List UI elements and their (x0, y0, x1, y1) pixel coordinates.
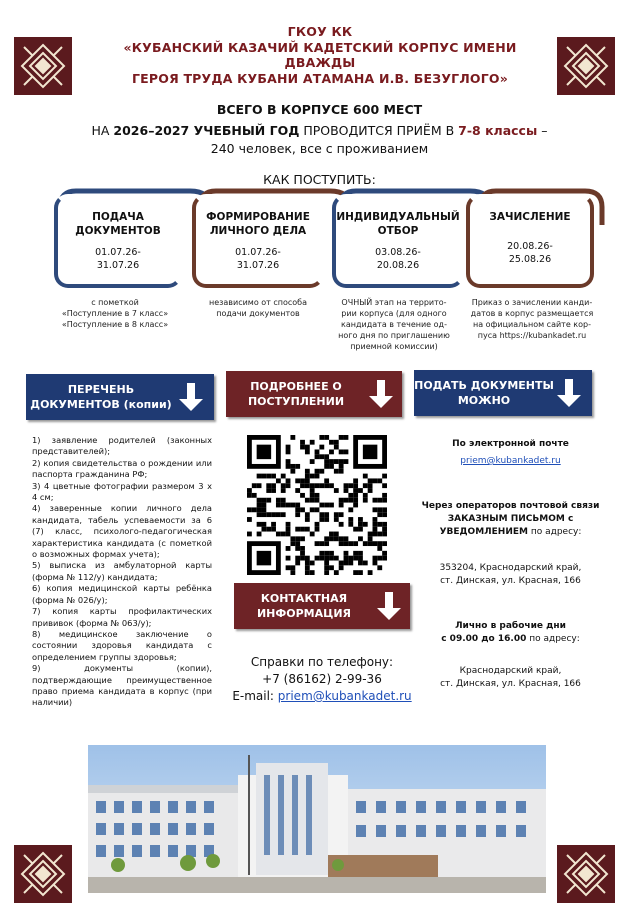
ornament-logo-icon (561, 41, 611, 91)
step-2-note: независимо от способа подачи документов (208, 298, 308, 318)
arrow-down-icon (554, 377, 584, 409)
line2-pre: НА (91, 123, 114, 138)
total-places: ВСЕГО В КОРПУСЕ 600 МЕСТ (216, 102, 423, 117)
qr-code-icon[interactable] (247, 435, 387, 575)
org-line-2: «КУБАНСКИЙ КАЗАЧИЙ КАДЕТСКИЙ КОРПУС ИМЕНИ ДВАЖДЫ (123, 39, 517, 70)
list-item: 2) копия свидетельства о рождении или паспорта гражданина РФ; (32, 457, 212, 480)
documents-list (32, 435, 212, 709)
step-dates: 01.07.26- 31.07.26 (95, 247, 141, 271)
list-item: 1) заявление родителей (законных представителей); (32, 435, 212, 457)
list-item: 5) выписка из амбулаторной карты (форма № 112/у) кандидата; (32, 560, 212, 582)
ornament-logo-icon (561, 849, 611, 899)
how-to-apply: КАК ПОСТУПИТЬ: (263, 172, 376, 187)
ornament-logo-icon (18, 849, 68, 899)
phone-label: Справки по телефону: (250, 655, 394, 669)
more-info-button[interactable] (226, 371, 402, 417)
admission-classes: 7-8 классы (458, 123, 538, 138)
submit-email-link[interactable] (418, 455, 603, 468)
step-title: ПОДАЧА ДОКУМЕНТОВ (75, 211, 161, 237)
step-title: ФОРМИРОВАНИЕ ЛИЧНОГО ДЕЛА (206, 211, 310, 237)
ornament-logo-icon (18, 41, 68, 91)
step-4-note: Приказ о зачислении канди- датов в корпус размещается на официальном сайте кор- пуса https://kubankadet.ru (470, 298, 594, 340)
list-item: 3) 4 цветные фотографии размером 3 х 4 см; (32, 480, 212, 503)
phone-number[interactable]: +7 (86162) 2-99-36 (262, 672, 382, 686)
arrow-down-icon (374, 590, 404, 622)
admission-year: 2026–2027 УЧЕБНЫЙ ГОД (113, 123, 300, 138)
button-label: ПОДРОБНЕЕ О ПОСТУПЛЕНИИ (247, 380, 345, 408)
list-item: 6) копия медицинской карты ребёнка (форма № 026/у); (32, 583, 212, 605)
list-item: 7) копия карты профилактических прививок (форма № 063/у); (32, 606, 212, 628)
logo-top-right (557, 37, 615, 95)
button-label: ПЕРЕЧЕНЬ ДОКУМЕНТОВ (копии) (30, 383, 172, 411)
org-line-3: ГЕРОЯ ТРУДА КУБАНИ АТАМАНА И.В. БЕЗУГЛОГО» (131, 70, 509, 86)
line2-end: – (537, 123, 548, 138)
step-dates: 03.08.26- 20.08.26 (375, 247, 421, 271)
building-photo (88, 745, 546, 893)
submit-documents-button[interactable] (414, 370, 592, 416)
contact-email-link[interactable]: priem@kubankadet.ru (277, 689, 412, 703)
logo-bottom-right (557, 845, 615, 903)
step-3-note: ОЧНЫЙ этап на террито- рии корпуса (для одного кандидата в течение од- ного дня по приглашению приемной комиссии) (338, 298, 450, 351)
list-item: 9) документы (копии), подтверждающие преимущественное право приема кандидата в корпус (при наличии) (32, 663, 212, 708)
admission-line (0, 123, 639, 138)
arrow-down-icon (176, 381, 206, 413)
email-label: E-mail: (232, 689, 278, 703)
personal-title: Лично в рабочие дни с 09.00 до 16.00 (441, 621, 566, 644)
post-address: 353204, Краснодарский край, ст. Динская, ул. Красная, 166 (439, 563, 582, 586)
step-4 (466, 194, 594, 288)
list-item: 4) заверенные копии личного дела кандидата, табель успеваемости за 6 (7) класс, психолого-педагогическая характеристика кандидата (с пометкой о возможных формах учета); (32, 503, 212, 560)
line2-mid: ПРОВОДИТСЯ ПРИЁМ В (299, 123, 459, 138)
org-line-1: ГКОУ КК (287, 24, 353, 39)
step-2 (192, 194, 324, 288)
personal-address: Краснодарский край, ст. Динская, ул. Красная, 166 (440, 666, 581, 689)
button-label: КОНТАКТНАЯ ИНФОРМАЦИЯ (256, 592, 352, 620)
personal-suffix: по адресу: (526, 634, 580, 644)
list-item: 8) медицинское заключение о состоянии здоровья кандидата с определением группы здоровья; (32, 628, 212, 662)
step-title: ЗАЧИСЛЕНИЕ (489, 211, 571, 223)
step-dates: 20.08.26- 25.08.26 (507, 241, 553, 265)
contacts-button[interactable] (234, 583, 410, 629)
contact-email-line (217, 688, 427, 704)
documents-list-button[interactable] (26, 374, 214, 420)
email-link[interactable]: priem@kubankadet.ru (460, 456, 561, 466)
post-title: Через операторов почтовой связи ЗАКАЗНЫМ ПИСЬМОМ с УВЕДОМЛЕНИЕМ (421, 501, 600, 537)
step-title: ИНДИВИДУАЛЬНЫЙ ОТБОР (336, 211, 460, 237)
personal-block (418, 620, 603, 646)
post-suffix: по адресу: (527, 527, 582, 537)
step-1-note: с пометкой «Поступление в 7 класс» «Поступление в 8 класс» (61, 298, 169, 329)
step-3 (332, 194, 464, 288)
admission-count: 240 человек, все с проживанием (210, 141, 429, 156)
logo-bottom-left (14, 845, 72, 903)
email-title: По электронной почте (452, 439, 569, 449)
step-1 (54, 194, 182, 288)
org-title (105, 24, 535, 86)
post-block (418, 500, 603, 539)
step-dates: 01.07.26- 31.07.26 (235, 247, 281, 271)
arrow-down-icon (366, 378, 396, 410)
button-label: ПОДАТЬ ДОКУМЕНТЫ МОЖНО (414, 379, 554, 407)
logo-top-left (14, 37, 72, 95)
